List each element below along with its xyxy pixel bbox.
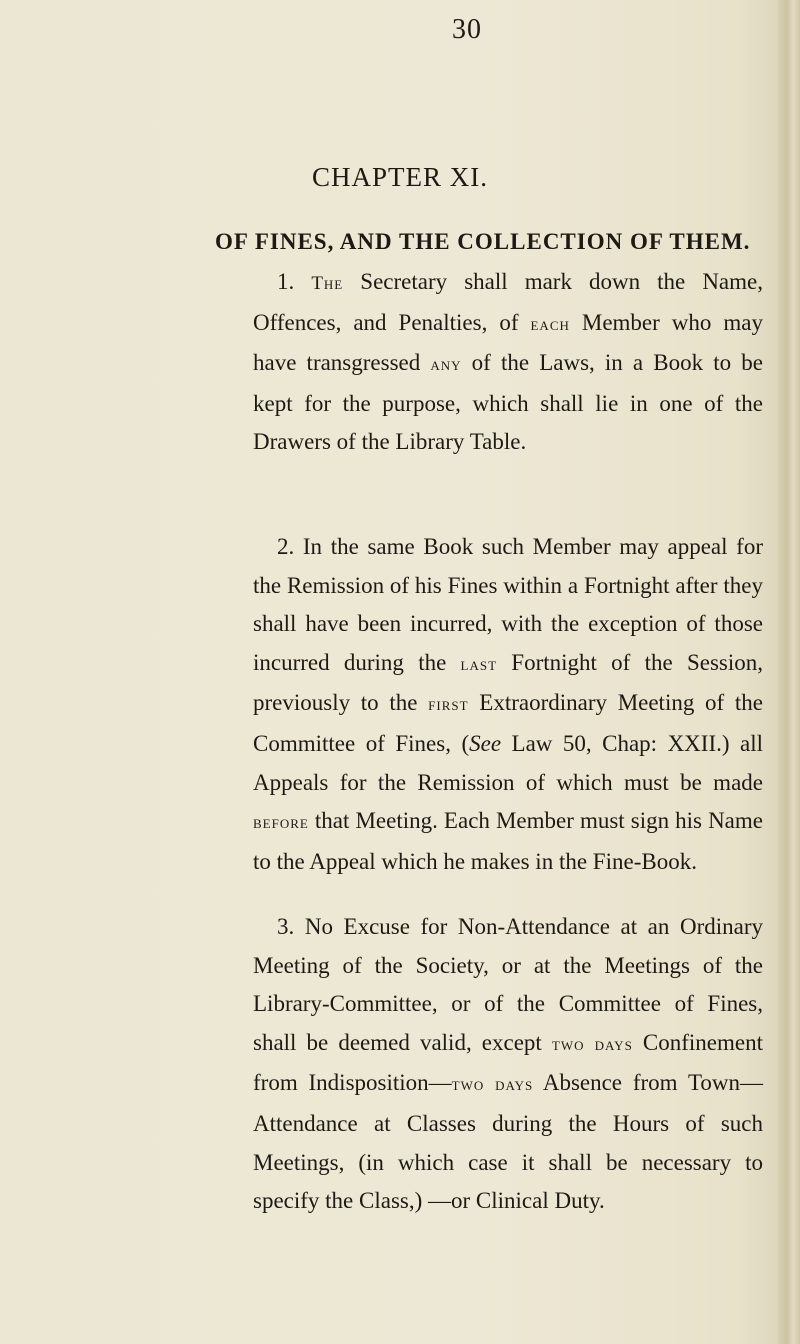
paragraph-text: [253, 269, 763, 454]
page-number: 30: [452, 14, 482, 45]
text-run: In the same Book such Member may appeal for the Remission of his Fines within a Fortnight after they shall have been incurred, with the exception of those incurred during the: [253, 534, 763, 675]
small-caps-run: each: [530, 313, 570, 335]
paragraph-number: 1.: [277, 269, 295, 294]
italic-run: See: [469, 730, 502, 756]
paragraph-1: [253, 263, 763, 462]
paragraph-text: [253, 914, 763, 1213]
small-caps-run: before: [253, 812, 309, 834]
text-run: Fortnight of the Session, previously to the: [253, 649, 763, 716]
text-run: Confinement from Indisposition—: [253, 1029, 763, 1096]
section-title: OF FINES, AND THE COLLECTION OF THEM.: [215, 229, 751, 254]
text-run: [294, 269, 311, 294]
paragraph-text: [253, 534, 763, 874]
text-run: that Meeting. Each Member must sign his Name to the Appeal which he makes in the Fine-Book.: [253, 808, 763, 874]
paragraph-number: 2.: [277, 534, 295, 559]
small-caps-run: The: [311, 273, 344, 294]
small-caps-run: any: [430, 354, 462, 376]
text-run: Absence from Town—Attendance at Classes during the Hours of such Meetings, (in which case it shall be necessary to specify the Class,) —or Clinical Duty.: [253, 1070, 763, 1214]
small-caps-run: last: [460, 653, 498, 675]
text-run: Extraordinary Meeting of the Committee of Fines, (: [253, 690, 763, 756]
text-run: Secretary shall mark down the Name, Offences, and Penalties, of: [253, 269, 763, 335]
text-run: Member who may have transgressed: [253, 309, 763, 376]
chapter-heading: CHAPTER XI.: [311, 162, 488, 192]
small-caps-run: two days: [551, 1033, 633, 1055]
paragraph-3: [253, 908, 763, 1221]
text-run: of the Laws, in a Book to be kept for the purpose, which shall lie in one of the Drawers of the Library Table.: [253, 350, 763, 455]
paragraph-2: [253, 528, 763, 881]
text-run: Law 50, Chap: XXII.) all Appeals for the Remission of which must be made: [253, 730, 763, 795]
page-edge: [778, 0, 800, 1344]
paragraph-number: 3.: [277, 914, 295, 939]
text-run: No Excuse for Non-Attendance at an Ordinary Meeting of the Society, or at the Meetings of the Library-Committee, or of the Committee of Fines, shall be deemed valid, except: [253, 914, 763, 1055]
small-caps-run: first: [428, 694, 469, 716]
small-caps-run: two days: [451, 1074, 534, 1096]
